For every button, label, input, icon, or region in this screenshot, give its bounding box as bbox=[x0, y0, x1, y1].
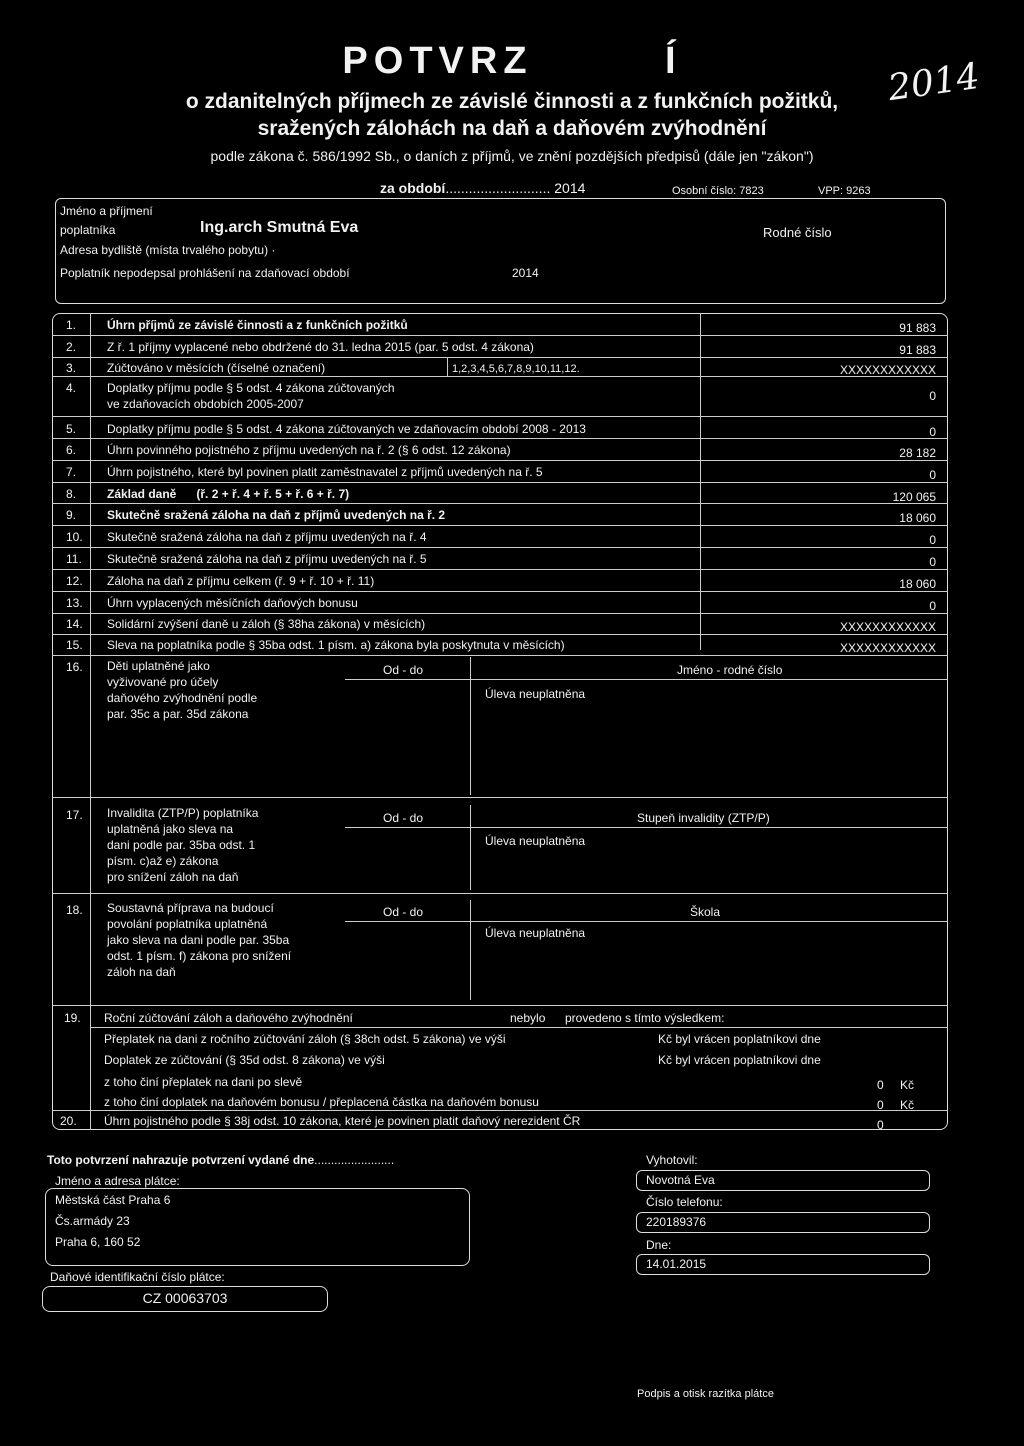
payer-address-line: Praha 6, 160 52 bbox=[55, 1235, 141, 1249]
period-value: 2014 bbox=[554, 180, 586, 196]
section-19-surcharge: Doplatek ze zúčtování (§ 35d odst. 8 zákona) ve výši bbox=[104, 1053, 385, 1067]
row-number: 15. bbox=[66, 638, 83, 652]
row-value: XXXXXXXXXXXX bbox=[839, 620, 936, 634]
section-16-col2: Jméno - rodné číslo bbox=[677, 663, 783, 677]
row-text-bold: Základ daně (ř. 2 + ř. 4 + ř. 5 + ř. 6 + ř. 7) bbox=[107, 487, 350, 501]
row-separator bbox=[52, 525, 948, 526]
row-value: 18 060 bbox=[899, 511, 936, 525]
row-separator bbox=[52, 335, 948, 336]
section-separator bbox=[52, 797, 948, 798]
section-16-from-to: Od - do bbox=[383, 663, 424, 677]
row-text: Úhrn povinného pojistného z příjmu uvedených na ř. 2 (§ 6 odst. 12 zákona) bbox=[107, 443, 511, 457]
months-list: 1,2,3,4,5,6,7,8,9,10,11,12. bbox=[452, 363, 580, 375]
law-reference: podle zákona č. 586/1992 Sb., o daních z příjmů, ve znění pozdějších předpisů (dále jen "zákon") bbox=[210, 148, 814, 164]
section-19-after-discount: z toho činí přeplatek na dani po slevě bbox=[104, 1075, 303, 1089]
section-number: 19. bbox=[64, 1011, 81, 1025]
section-19-bonus: z toho činí doplatek na daňovém bonusu / přeplacená částka na daňovém bonusu bbox=[104, 1095, 539, 1109]
section-17-col2: Stupeň invalidity (ZTP/P) bbox=[637, 811, 770, 825]
row-number: 10. bbox=[66, 530, 83, 544]
row-text: Sleva na poplatníka podle § 35ba odst. 1 písm. a) zákona byla poskytnuta v měsících) bbox=[107, 638, 565, 652]
dic-value: CZ 00063703 bbox=[142, 1290, 228, 1306]
address-mark: · bbox=[271, 243, 276, 257]
section-19-overpayment-returned: Kč byl vrácen poplatníkovi dne bbox=[658, 1032, 821, 1046]
section-16-underline bbox=[345, 679, 948, 680]
row-value: 91 883 bbox=[899, 343, 936, 357]
row-separator bbox=[52, 376, 948, 377]
row-number: 11. bbox=[66, 552, 82, 566]
declaration-year: 2014 bbox=[512, 266, 539, 280]
name-label-2: poplatníka bbox=[60, 223, 116, 237]
section-19-underline bbox=[90, 1027, 948, 1028]
row-text: Úhrn příjmů ze závislé činnosti a z funkčních požitků bbox=[107, 318, 408, 332]
row-text: Solidární zvýšení daně u záloh (§ 38ha zákona) v měsících) bbox=[107, 617, 426, 631]
row-value: XXXXXXXXXXXX bbox=[839, 363, 936, 377]
row-value: 0 bbox=[929, 468, 936, 482]
row-number: 5. bbox=[66, 422, 77, 436]
dic-label: Daňové identifikační číslo plátce: bbox=[50, 1270, 225, 1284]
row-text: Z ř. 1 příjmy vyplacené nebo obdržené do 31. ledna 2015 (par. 5 odst. 4 zákona) bbox=[107, 340, 534, 354]
section-16-line: vyživované pro účely bbox=[107, 675, 219, 689]
section-19-head: Roční zúčtování záloh a daňového zvýhodnění bbox=[104, 1011, 353, 1025]
period-label: za období bbox=[380, 180, 446, 196]
row-separator bbox=[52, 569, 948, 570]
row-value: 0 bbox=[929, 599, 936, 613]
payer-address-line: Čs.armády 23 bbox=[55, 1214, 130, 1228]
section-16-note: Úleva neuplatněna bbox=[485, 687, 586, 701]
row-separator bbox=[52, 460, 948, 461]
section-16-line: Děti uplatněné jako bbox=[107, 659, 210, 673]
row-value: 18 060 bbox=[899, 577, 936, 591]
section-17-note: Úleva neuplatněna bbox=[485, 834, 586, 848]
section-19-surcharge-returned: Kč byl vrácen poplatníkovi dne bbox=[658, 1053, 821, 1067]
row-separator bbox=[52, 416, 948, 417]
name-label-1: Jméno a příjmení bbox=[60, 204, 153, 218]
section-20-value: 0 bbox=[877, 1118, 884, 1132]
section-18-col2: Škola bbox=[690, 905, 721, 919]
row-number: 8. bbox=[66, 487, 77, 501]
row-text: Záloha na daň z příjmu celkem (ř. 9 + ř. 10 + ř. 11) bbox=[107, 574, 375, 588]
section-17-divider bbox=[470, 805, 471, 890]
section-19-overpayment: Přeplatek na dani z ročního zúčtování záloh (§ 38ch odst. 5 zákona) ve výši bbox=[104, 1032, 506, 1046]
made-by-label: Vyhotovil: bbox=[646, 1153, 698, 1167]
made-by-value: Novotná Eva bbox=[646, 1173, 715, 1187]
date-label: Dne: bbox=[646, 1238, 672, 1252]
personal-number: Osobní číslo: 7823 bbox=[672, 185, 764, 197]
row-separator bbox=[52, 357, 948, 358]
section-16-line: par. 35c a par. 35d zákona bbox=[107, 707, 249, 721]
row-separator bbox=[52, 438, 948, 439]
document-subtitle-1: o zdanitelných příjmech ze závislé činnosti a z funkčních požitků, bbox=[185, 90, 839, 113]
section-20-text: Úhrn pojistného podle § 38j odst. 10 zákona, které je povinen platit daňový nerezident ČR bbox=[104, 1114, 581, 1128]
section-18-line: odst. 1 písm. f) zákona pro snížení bbox=[107, 949, 292, 963]
section-19-bonus-value: 0 bbox=[877, 1098, 884, 1112]
section-18-note: Úleva neuplatněna bbox=[485, 926, 586, 940]
address-label bbox=[60, 243, 275, 257]
signature-label: Podpis a otisk razítka plátce bbox=[637, 1388, 774, 1400]
section-18-line: záloh na daň bbox=[107, 965, 176, 979]
row-number: 14. bbox=[66, 617, 83, 631]
row-value: XXXXXXXXXXXX bbox=[839, 641, 936, 655]
section-17-line: dani podle par. 35ba odst. 1 bbox=[107, 838, 256, 852]
row-text: Doplatky příjmu podle § 5 odst. 4 zákona zúčtovaných ve zdaňovacím období 2008 - 2013 bbox=[107, 422, 586, 436]
section-number: 18. bbox=[66, 903, 83, 917]
row-text bbox=[107, 487, 349, 501]
row-number: 13. bbox=[66, 596, 83, 610]
row-number: 6. bbox=[66, 443, 77, 457]
section-separator bbox=[52, 1005, 948, 1006]
period-dots: ........................... bbox=[445, 180, 551, 196]
section-separator bbox=[52, 1110, 948, 1111]
row-separator bbox=[52, 613, 948, 614]
section-number: 20. bbox=[60, 1114, 77, 1128]
row-text: Skutečně sražená záloha na daň z příjmů uvedených na ř. 2 bbox=[107, 508, 446, 522]
months-divider bbox=[447, 358, 448, 376]
document-title: POTVRZ Í bbox=[342, 40, 682, 82]
section-16-line: daňového zvýhodnění podle bbox=[107, 691, 258, 705]
section-16-divider bbox=[470, 657, 471, 795]
section-17-line: uplatněná jako sleva na bbox=[107, 822, 234, 836]
row-value: 120 065 bbox=[892, 490, 936, 504]
date-value: 14.01.2015 bbox=[646, 1257, 707, 1271]
section-19-after-discount-unit: Kč bbox=[900, 1078, 915, 1092]
row-text-2: ve zdaňovacích obdobích 2005-2007 bbox=[107, 397, 304, 411]
payer-label: Jméno a adresa plátce: bbox=[55, 1174, 180, 1188]
section-18-line: jako sleva na dani podle par. 35ba bbox=[107, 933, 290, 947]
handwritten-year: 2014 bbox=[885, 55, 983, 110]
section-18-underline bbox=[345, 921, 948, 922]
row-text: Úhrn pojistného, které byl povinen platit zaměstnavatel z příjmů uvedených na ř. 5 bbox=[107, 465, 543, 479]
row-text: Úhrn vyplacených měsíčních daňových bonusu bbox=[107, 596, 358, 610]
row-separator bbox=[52, 655, 948, 656]
row-text: Doplatky příjmu podle § 5 odst. 4 zákona zúčtovaných bbox=[107, 381, 395, 395]
section-17-from-to: Od - do bbox=[383, 811, 424, 825]
row-text: Skutečně sražená záloha na daň z příjmu uvedených na ř. 4 bbox=[107, 530, 427, 544]
row-value: 0 bbox=[929, 389, 936, 403]
row-number: 3. bbox=[66, 361, 77, 375]
section-19-status: nebylo bbox=[510, 1011, 546, 1025]
row-value: 91 883 bbox=[899, 321, 936, 335]
replaces-label: Toto potvrzení nahrazuje potvrzení vydané dne bbox=[47, 1153, 315, 1167]
section-17-line: pro snížení záloh na daň bbox=[107, 870, 239, 884]
row-value: 0 bbox=[929, 425, 936, 439]
section-17-line: písm. c)až e) zákona bbox=[107, 854, 219, 868]
row-number: 2. bbox=[66, 340, 77, 354]
document-subtitle-2: sražených zálohách na daň a daňovém zvýhodnění bbox=[257, 117, 767, 140]
section-19-after-discount-value: 0 bbox=[877, 1078, 884, 1092]
phone-label: Číslo telefonu: bbox=[646, 1195, 723, 1209]
replaces-certificate bbox=[47, 1153, 394, 1167]
row-value: 0 bbox=[929, 533, 936, 547]
row-separator bbox=[52, 503, 948, 504]
section-19-head-tail: provedeno s tímto výsledkem: bbox=[565, 1011, 725, 1025]
row-text: Zúčtováno v měsících (číselné označení) bbox=[107, 361, 326, 375]
section-17-line: Invalidita (ZTP/P) poplatníka bbox=[107, 806, 259, 820]
row-value: 0 bbox=[929, 555, 936, 569]
section-18-line: Soustavná příprava na budoucí bbox=[107, 901, 274, 915]
replaces-dots: ........................ bbox=[314, 1153, 395, 1167]
section-number: 17. bbox=[66, 808, 83, 822]
row-number: 12. bbox=[66, 574, 83, 588]
row-value: 28 182 bbox=[899, 446, 936, 460]
taxpayer-name: Ing.arch Smutná Eva bbox=[200, 219, 359, 236]
period-row bbox=[380, 180, 585, 196]
row-text: Skutečně sražená záloha na daň z příjmu uvedených na ř. 5 bbox=[107, 552, 427, 566]
row-separator bbox=[52, 591, 948, 592]
row-separator bbox=[52, 482, 948, 483]
row-number: 4. bbox=[66, 381, 77, 395]
row-separator bbox=[52, 634, 948, 635]
phone-value: 220189376 bbox=[646, 1215, 707, 1229]
declaration-label: Poplatník nepodepsal prohlášení na zdaňovací období bbox=[60, 266, 350, 280]
row-number: 9. bbox=[66, 508, 77, 522]
vpp-number: VPP: 9263 bbox=[818, 185, 871, 197]
section-18-from-to: Od - do bbox=[383, 905, 424, 919]
address-label-text: Adresa bydliště (místa trvalého pobytu) bbox=[60, 243, 269, 257]
birth-number-label: Rodné číslo bbox=[763, 225, 832, 240]
section-separator bbox=[52, 893, 948, 894]
section-19-bonus-unit: Kč bbox=[900, 1098, 915, 1112]
section-18-divider bbox=[470, 900, 471, 1000]
payer-address-line: Městská část Praha 6 bbox=[55, 1193, 171, 1207]
section-17-underline bbox=[345, 827, 948, 828]
section-18-line: povolání poplatníka uplatněná bbox=[107, 917, 268, 931]
section-number: 16. bbox=[66, 660, 83, 674]
row-number: 7. bbox=[66, 465, 77, 479]
row-number: 1. bbox=[66, 318, 77, 332]
row-separator bbox=[52, 547, 948, 548]
